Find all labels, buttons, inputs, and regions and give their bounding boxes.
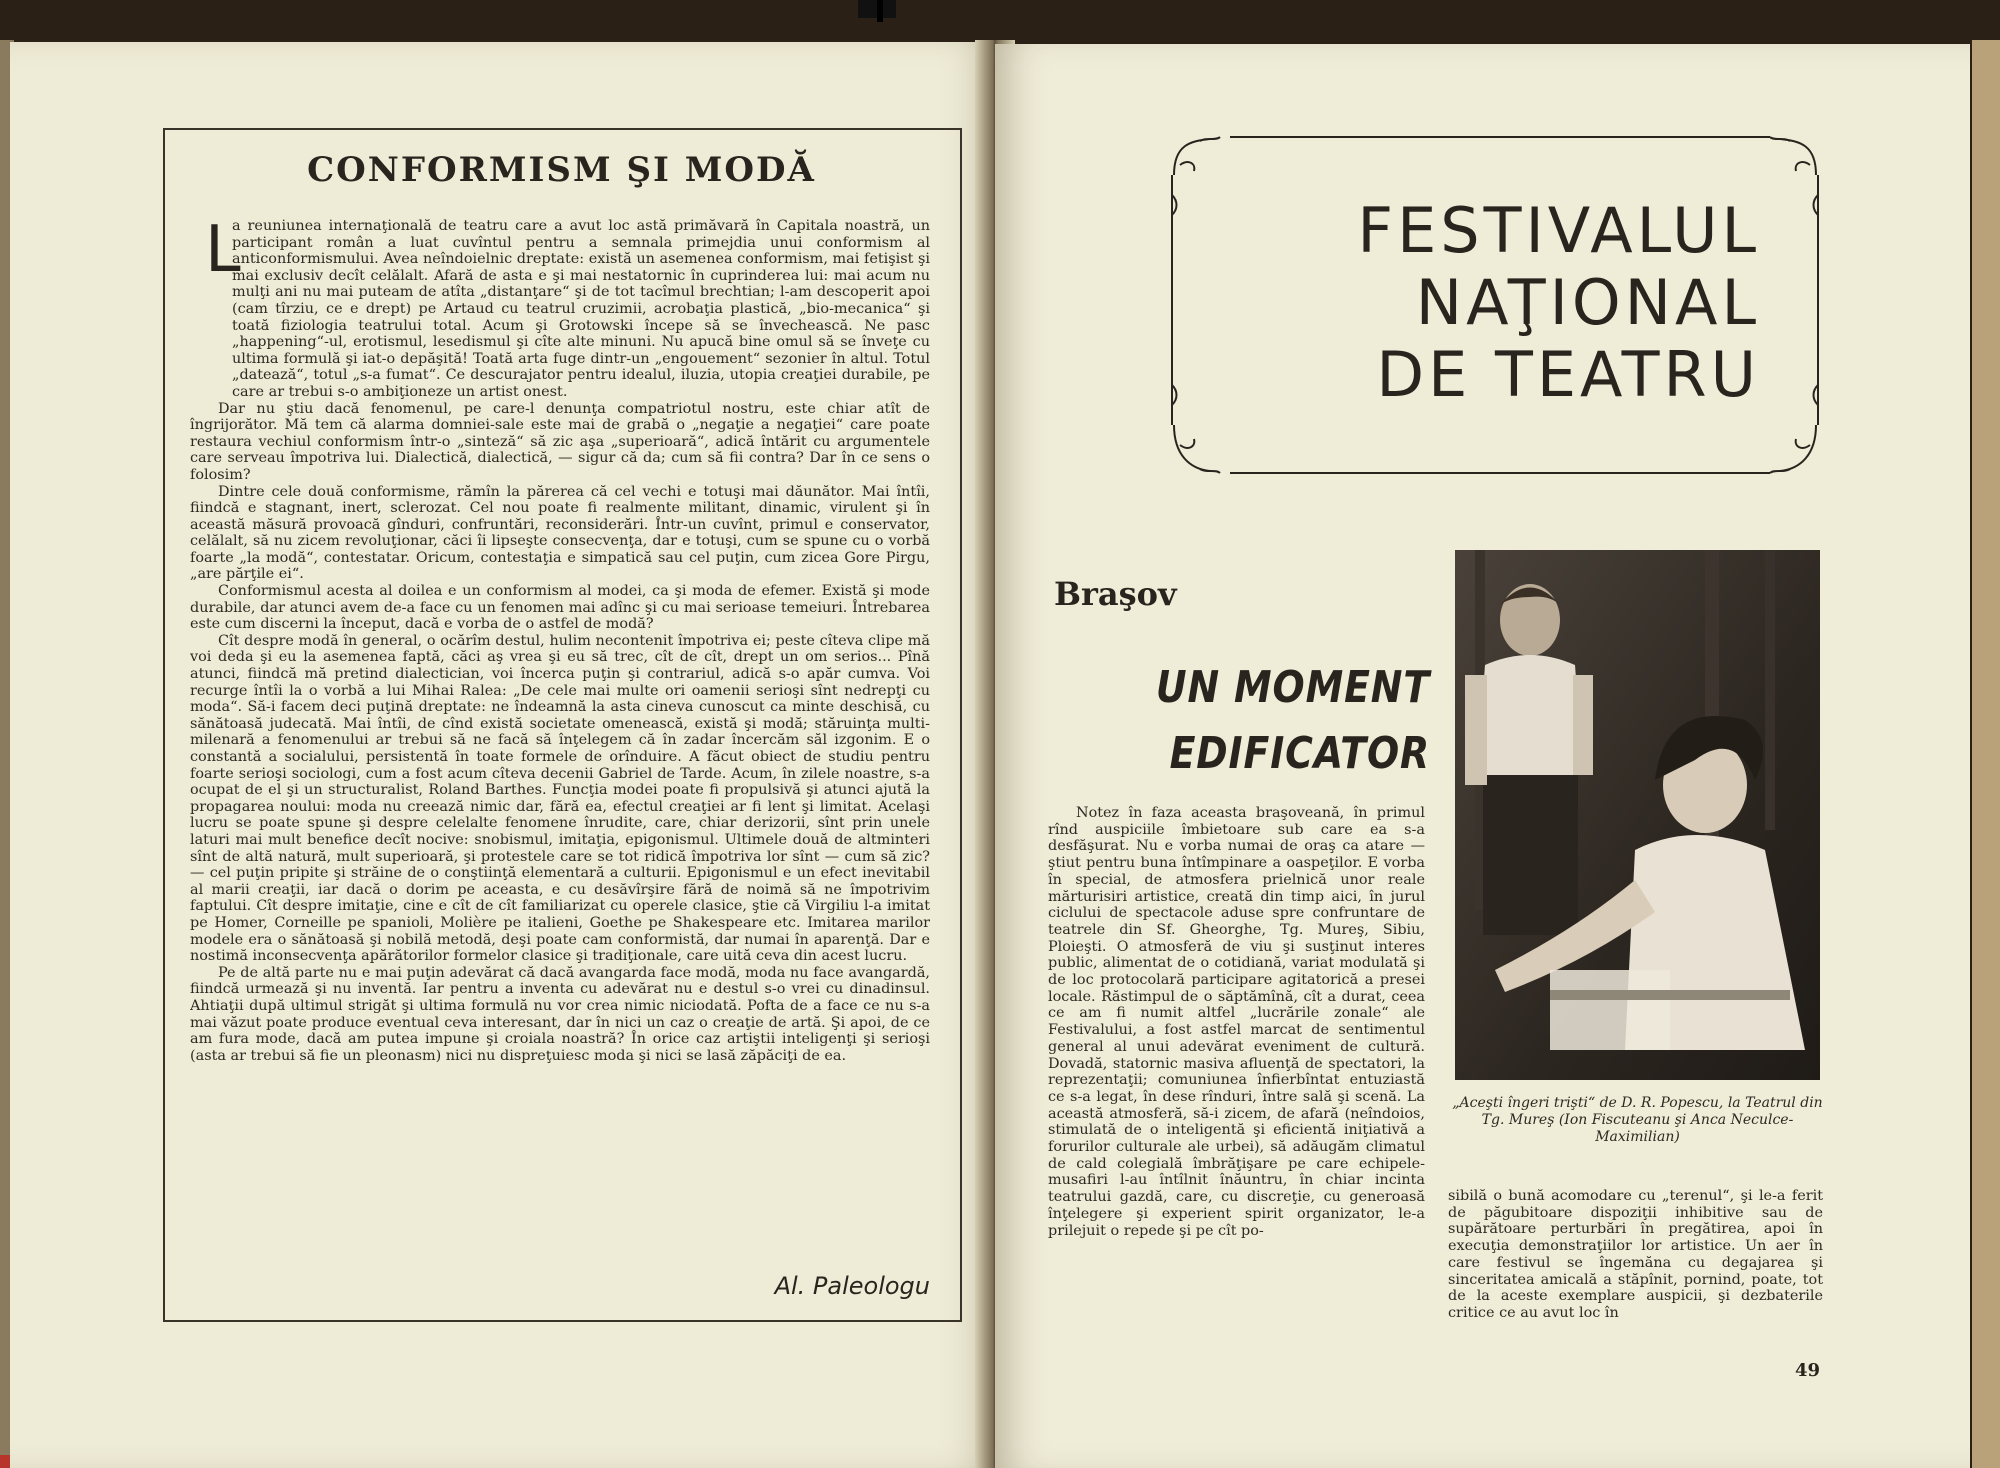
cover-board-right	[1972, 40, 2000, 1468]
drop-cap: L	[205, 213, 241, 287]
paragraph: Conformismul acesta al doilea e un conformism al modei, ca şi moda de efemer. Există şi mode durabile, dar atunci avem de-a face cu un fenomen mai adînc şi cu mai serioase temeiuri. Întrebarea este cum discerni la început, dacă e vorba de o astfel de modă?	[190, 583, 930, 633]
article-column-1	[1048, 805, 1425, 1335]
festival-title	[1240, 195, 1760, 411]
festival-title-line: DE TEATRU	[1376, 338, 1760, 411]
photo-caption: „Aceşti îngeri trişti“ de D. R. Popescu, la Teatrul din Tg. Mureş (Ion Fiscuteanu şi Anca Neculce-Maximilian)	[1452, 1095, 1823, 1145]
paragraph: sibilă o bună acomodare cu „terenul“, şi le-a ferit de păgubitoare dispoziţii inhibitive sau de supărătoare perturbări în pregătirea, apoi în execuţia demonstraţiilor lor artistice. Un aer în care festivul se îngemăna cu degajarea şi sinceritatea amicală a stăpînit, pornind, poate, tot de la aceste exemplare auspicii, şi dezbaterile critice ce au avut loc în	[1448, 1188, 1823, 1321]
page-number: 49	[1794, 1360, 1820, 1381]
article-column-2	[1448, 1188, 1823, 1333]
festival-title-line: NAŢIONAL	[1415, 266, 1760, 339]
scan-marker-line	[877, 0, 883, 22]
photo-graphic	[1455, 550, 1820, 1080]
paragraph: Notez în faza aceasta braşoveană, în primul rînd auspiciile îmbietoare sub care ea s-a desfăşurat. Nu e vorba numai de oraş ca atare — ştiut pentru buna întîmpinare a oaspeţilor. E vorba în special, de atmosfera prielnică unor reale mărturisiri artistice, creată din timp aici, în jurul ciclului de spectacole aduse spre confruntare de teatrele din Sf. Gheorghe, Tg. Mureş, Sibiu, Ploieşti. O atmosferă de viu şi susţinut interes public, alimentat de o cotidiană, variat modulată şi de loc protocolară participare agitatorică a presei locale. Răstimpul de o săptămînă, cît a durat, ceea ce am fi numit altfel „lucrările zonale“ ale Festivalului, a fost astfel marcat de sentimentul general al unui adevărat eveniment de cultură. Dovadă, statornic masiva afluenţă de spectatori, la reprezentaţii; comuniunea înfierbîntat entuziastă ce s-a legat, în dese rînduri, între sală şi scenă. La această atmosferă, să-i zicem, de afară (neîndoios, stimulată de o inteligentă şi eficientă iniţiativă a forurilor culturale ale urbei), să adăugăm climatul de cald colegială îmbrăţişare pe care echipele-musafiri l-au întîlnit înăuntru, în chiar incinta teatrului gazdă, care, cu discreţie, cu generoasă înţelegere şi experient spirit organizator, le-a prilejuit o repede şi pe cît po-	[1048, 805, 1425, 1239]
section-city: Braşov	[1054, 575, 1177, 613]
stage-photo	[1455, 550, 1820, 1080]
article-headline	[1112, 655, 1430, 787]
article-title: CONFORMISM ŞI MODĂ	[307, 150, 816, 190]
paragraph: Dintre cele două conformisme, rămîn la părerea că cel vechi e totuşi mai dăunător. Mai întîi, fiindcă e stagnant, inert, sclerozat. Cel nou poate fi realmente militant, dinamic, virulent şi în această măsură provoacă gînduri, confruntări, reconsiderări. Într-un cuvînt, primul e conservator, celălalt, să nu zicem revoluţionar, căci îi lipseşte consecvenţa, dar e totuşi, cum se spune cu o vorbă foarte „la modă“, contestatar. Oricum, contestaţia e simpatică sau cel puţin, cum zicea Gore Pirgu, „are părţile ei“.	[190, 483, 930, 583]
paragraph: a reuniunea internaţională de teatru care a avut loc astă primăvară în Capitala noastră, un participant român a luat cuvîntul pentru a semnala primejdia unui conformism al anticonformismului. Avea neîndoielnic dreptate: există un asemenea conformism, mai fetişist şi mai exclusiv decît celălalt. Afară de asta e şi mai nestatornic în cuprinderea lui: mai acum nu mulţi ani nu mai puteam de atîta „distanţare“ şi de tot tacîmul brechtian; l-am descoperit apoi (cam tîrziu, ce e drept) pe Artaud cu teatrul cruzimii, acrobaţia plastică, „bio-mecanica“ şi toată fiziologia teatrului total. Acum şi Grotowski începe să se învechească. Ne pasc „happening“-ul, erotismul, lesedismul şi cîte alte minuni. Nu apucă bine omul să se înveţe cu ultima formulă şi iat-o depăşită! Toată arta fuge dintr-un „engouement“ sezonier în altul. Totul „datează“, totul „s-a fumat“. Ce descurajator pentru idealul, iluzia, utopia creaţiei durabile, pe care ar trebui s-o ambiţioneze un artist onest.	[232, 218, 930, 400]
author-signature: Al. Paleologu	[774, 1272, 930, 1300]
article-body	[190, 213, 930, 1268]
paragraph: Dar nu ştiu dacă fenomenul, pe care-l denunţa compatriotul nostru, este chiar atît de îngrijorător. Mă tem că alarma domniei-sale este mai de grabă o „negaţie a negaţiei“ care poate restaura vechiul conformism într-o „sinteză“ să zic aşa „superioară“, adică întărit cu argumentele care serveau împotriva lui. Dialectică, dialectică, — sigur că da; cum să fii contra? Dar în ce sens o folosim?	[190, 400, 930, 483]
headline-line: UN MOMENT	[1155, 662, 1430, 713]
festival-title-line: FESTIVALUL	[1357, 194, 1760, 267]
paragraph: Pe de altă parte nu e mai puţin adevărat că dacă avangarda face modă, moda nu face avangardă, fiindcă urmează şi nu inventă. Iar pentru a inventa cu adevărat nu e destul s-o vrei cu dinadinsul. Ahtiaţii după ultimul strigăt şi ultima formulă nu vor crea nimic niciodată. Pofta de a face ce nu s-a mai văzut poate produce eventual ceva interesant, dar în nici un caz o creaţie de artă. Şi apoi, de ce am fura mode, dacă am putea impune şi croiala noastră? În orice caz artiştii inteligenţi şi serioşi (asta ar trebui să fie un pleonasm) nici nu dispreţuiesc moda şi nici se lasă zăpăciţi de ea.	[190, 964, 930, 1064]
headline-line: EDIFICATOR	[1169, 728, 1430, 779]
paragraph: Cît despre modă în general, o ocărîm destul, hulim necontenit împotriva ei; peste cîteva clipe mă voi deda şi eu la asemenea faptă, căci aş vrea şi eu să trec, cît de cît, drept un om serios... Pînă atunci, fiindcă mă pretind dialectician, voi încerca puţin şi contrariul, adică s-o apăr cumva. Voi recurge întîi la o vorbă a lui Mihai Ralea: „De cele mai multe ori oamenii serioşi sînt nedrepţi cu moda“. Să-i facem deci puţină dreptate: ne îndeamnă la asta cineva cunoscut ca minte deschisă, cu sănătoasă judecată. Mai întîi, de cînd există societate omenească, există şi modă; stăruinţa multi-milenară a fenomenului ar trebui să ne facă să înţelegem că în zadar încercăm săl izgonim. E o constantă a socialului, persistentă în toate formele de orînduire. A făcut obiect de studiu pentru foarte serioşi sociologi, cum a fost acum cîteva decenii Gabriel de Tarde. Acum, în zilele noastre, s-a ocupat de el şi un structuralist, Roland Barthes. Funcţia modei poate fi propulsivă şi atunci ajută la propagarea noului: moda nu creează nimic dar, fără ea, efectul creaţiei ar fi lent şi limitat. Acelaşi lucru se poate spune şi despre celelalte fenomene înrudite, care, chiar derizorii, sînt prin unele laturi mai mult benefice decît nocive: snobismul, imitaţia, epigonismul. Ultimele două de altminteri sînt de altă natură, mult superioară, şi protestele care se tot ridică împotriva lor sînt — cum să zic? — cel puţin pripite şi străine de o conştiinţă elementară a culturii. Epigonismul e un efect inevitabil al marii creaţii, iar dacă o dorim pe aceasta, e cu desăvîrşire fără de noimă să ne împotrivim faptului. Cît despre imitaţie, cine e cît de cît familiarizat cu operele clasice, ştie că Virgiliu l-a imitat pe Homer, Corneille pe spanioli, Molière pe italieni, Goethe pe Shakespeare etc. Imitarea marilor modele era o sănătoasă şi nobilă metodă, deşi poate cam conformistă, dar numai în aparenţă. Dar e nostimă inconsecvenţa apărătorilor formelor clasice şi tradiţionale, care uită ceva din acest lucru.	[190, 632, 930, 965]
